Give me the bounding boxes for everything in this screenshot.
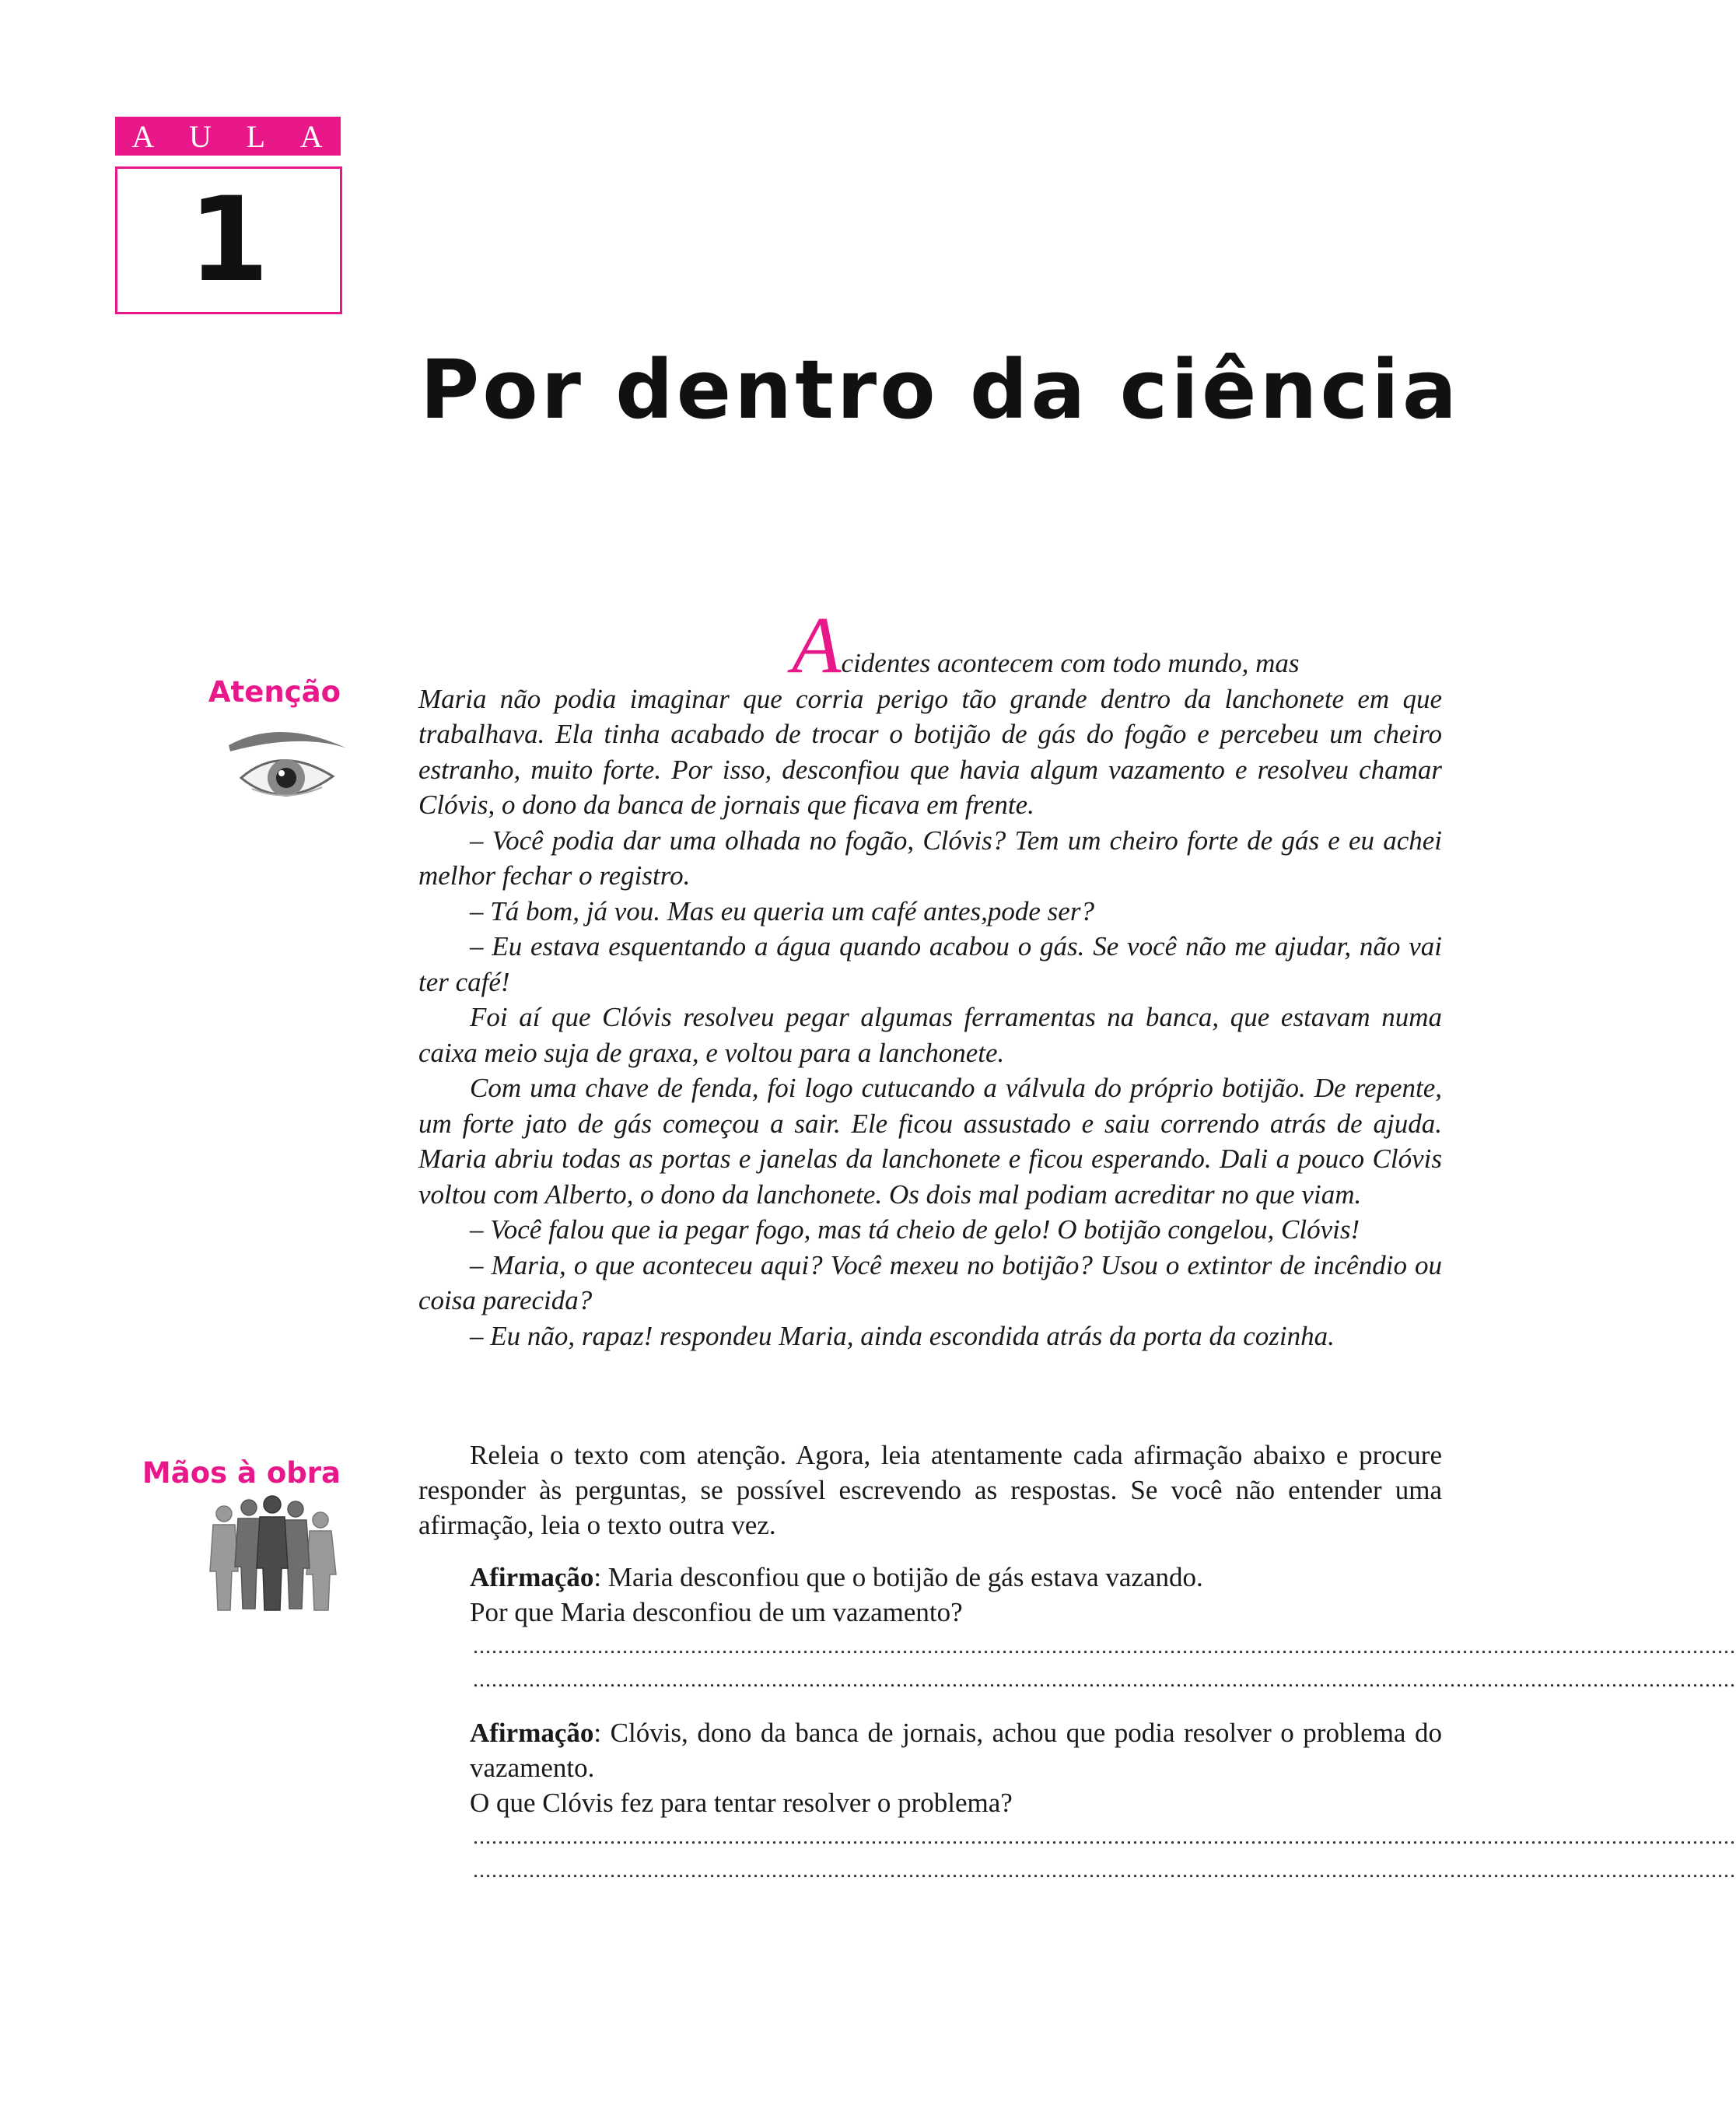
story-paragraph: – Tá bom, já vou. Mas eu queria um café antes,pode ser?	[470, 895, 1094, 926]
aula-banner	[115, 117, 341, 156]
story-paragraph: – Eu não, rapaz! respondeu Maria, ainda escondida atrás da porta da cozinha.	[470, 1320, 1335, 1351]
statement-text: : Clóvis, dono da banca de jornais, achou que podia resolver o problema do vazamento.	[470, 1718, 1442, 1783]
story-paragraph: Com uma chave de fenda, foi logo cutucando a válvula do próprio botijão. De repente, um forte jato de gás começou a sair. Ele ficou assustado e saiu correndo atrás de ajuda. Maria abriu todas as portas e janelas da lanchonete e ficou esperando. Dali a pouco Clóvis voltou com Alberto, o dono da lanchonete. Os dois mal podiam acreditar no que viam.	[418, 1073, 1442, 1210]
story-paragraph: – Você falou que ia pegar fogo, mas tá cheio de gelo! O botijão congelou, Clóvis!	[470, 1214, 1360, 1245]
aula-letter: A	[299, 118, 324, 154]
statement	[470, 1560, 1442, 1595]
task-section	[418, 1438, 1736, 1887]
statement-label: Afirmação	[470, 1718, 594, 1748]
task-intro: Releia o texto com atenção. Agora, leia atentamente cada afirmação abaixo e procure responder às perguntas, se possível escrevendo as respostas. Se você não entender uma afirmação, leia o texto outra vez.	[418, 1440, 1442, 1540]
statement	[470, 1715, 1442, 1785]
question: O que Clóvis fez para tentar resolver o problema?	[470, 1788, 1013, 1818]
aula-letter: A	[131, 118, 156, 154]
people-group-icon	[204, 1497, 344, 1613]
story-text	[418, 601, 1442, 1354]
story-paragraph	[418, 601, 1442, 823]
story-paragraph: – Você podia dar uma olhada no fogão, Clóvis? Tem um cheiro forte de gás e eu achei melhor fechar o registro.	[418, 825, 1442, 891]
page-title: Por dentro da ciência	[420, 342, 1461, 437]
aula-letter: L	[246, 118, 268, 154]
answer-line[interactable]: ...........................................................................................................................................................................................................	[473, 1858, 1736, 1883]
paragraph-text: Maria não podia imaginar que corria perigo tão grande dentro da lanchonete em que trabalhava. Ela tinha acabado de trocar o botijão de gás do fogão e percebeu um cheiro estranho, muito forte. Por isso, desconfiou que havia algum vazamento e resolveu chamar Clóvis, o dono da banca de jornais que ficava em frente.	[418, 683, 1442, 820]
story-paragraph: – Maria, o que aconteceu aqui? Você mexeu no botijão? Usou o extintor de incêndio ou coisa parecida?	[418, 1249, 1442, 1315]
lesson-number-box	[115, 166, 342, 314]
statement-label: Afirmação	[470, 1562, 594, 1592]
atencao-label: Atenção	[208, 675, 341, 709]
aula-letters	[115, 117, 341, 156]
story-paragraph: – Eu estava esquentando a água quando acabou o gás. Se você não me ajudar, não vai ter café!	[418, 931, 1442, 997]
answer-line[interactable]: ...........................................................................................................................................................................................................	[473, 1668, 1736, 1692]
story-first-line	[418, 601, 1442, 690]
lesson-number: 1	[187, 173, 270, 308]
answer-line[interactable]: ...........................................................................................................................................................................................................	[473, 1825, 1736, 1849]
answer-line[interactable]: ...........................................................................................................................................................................................................	[473, 1634, 1736, 1658]
drop-cap: A	[792, 601, 842, 690]
statement-text: : Maria desconfiou que o botijão de gás estava vazando.	[593, 1562, 1203, 1592]
eye-icon	[226, 722, 350, 815]
question-block	[470, 1560, 1736, 1697]
question: Por que Maria desconfiou de um vazamento?	[470, 1597, 963, 1627]
maos-a-obra-label: Mãos à obra	[142, 1456, 341, 1490]
question-block	[470, 1715, 1736, 1887]
aula-letter: U	[188, 118, 213, 154]
first-line-text: cidentes acontecem com todo mundo, mas	[841, 648, 1300, 678]
story-paragraph: Foi aí que Clóvis resolveu pegar algumas ferramentas na banca, que estavam numa caixa meio suja de graxa, e voltou para a lanchonete.	[418, 1002, 1442, 1068]
